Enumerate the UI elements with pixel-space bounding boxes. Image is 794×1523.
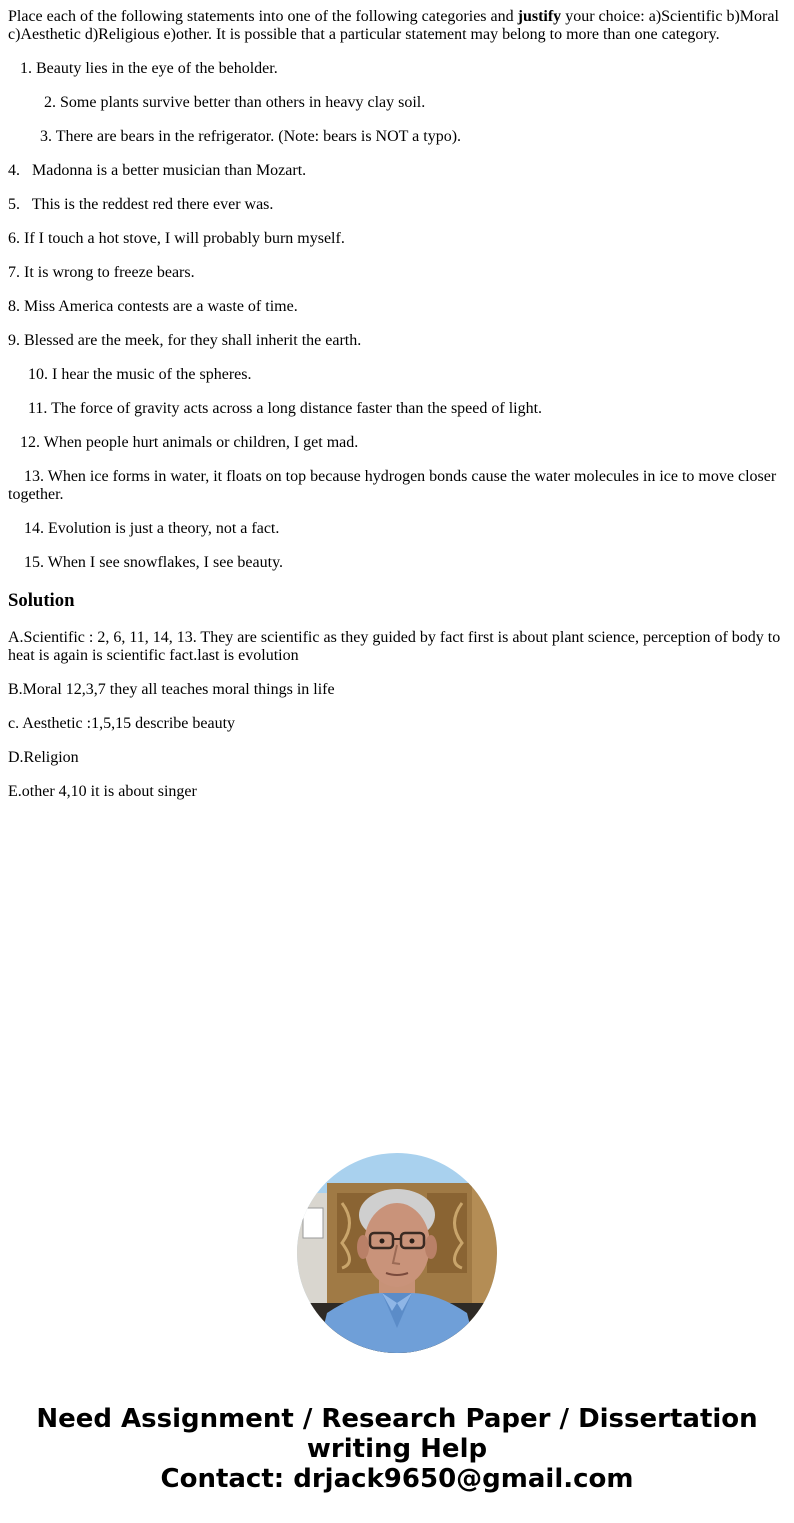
statement-12: 12. When people hurt animals or children, I get mad.	[8, 434, 359, 451]
contact-email: Contact: drjack9650@gmail.com	[160, 1464, 634, 1494]
answer-aesthetic: c. Aesthetic :1,5,15 describe beauty	[8, 715, 236, 732]
statement-10: 10. I hear the music of the spheres.	[8, 366, 252, 383]
solution-heading: Solution	[8, 590, 75, 611]
portrait-photo-icon	[297, 1153, 497, 1353]
answer-moral: B.Moral 12,3,7 they all teaches moral things in life	[8, 681, 335, 698]
statement-5: 5. This is the reddest red there ever was.	[8, 196, 274, 213]
statement-2: 2. Some plants survive better than others in heavy clay soil.	[8, 94, 426, 111]
statement-14: 14. Evolution is just a theory, not a fact.	[8, 520, 280, 537]
intro-text-end: your choice: a)Scientific b)Moral c)Aesthetic d)Religious e)other. It is possible that a particular statement may belong to more than one category.	[8, 8, 779, 43]
statement-3: 3. There are bears in the refrigerator. (Note: bears is NOT a typo).	[8, 128, 462, 145]
statement-6: 6. If I touch a hot stove, I will probably burn myself.	[8, 230, 345, 247]
answer-other: E.other 4,10 it is about singer	[8, 783, 197, 800]
contact-banner	[0, 1404, 794, 1494]
statement-13: 13. When ice forms in water, it floats on top because hydrogen bonds cause the water molecules in ice to move closer together.	[8, 468, 781, 503]
statement-4: 4. Madonna is a better musician than Mozart.	[8, 162, 307, 179]
question-intro	[8, 8, 786, 44]
statement-7: 7. It is wrong to freeze bears.	[8, 264, 195, 281]
statement-8: 8. Miss America contests are a waste of time.	[8, 298, 298, 315]
intro-bold-word: justify	[517, 8, 562, 25]
intro-text-start: Place each of the following statements into one of the following categories and	[8, 8, 518, 25]
statement-1: 1. Beauty lies in the eye of the beholder.	[8, 60, 278, 77]
banner-line-1: Need Assignment / Research Paper / Dissertation	[36, 1404, 758, 1434]
statement-11: 11. The force of gravity acts across a long distance faster than the speed of light.	[8, 400, 543, 417]
statement-15: 15. When I see snowflakes, I see beauty.	[8, 554, 284, 571]
document-body	[8, 8, 786, 817]
statement-9: 9. Blessed are the meek, for they shall inherit the earth.	[8, 332, 362, 349]
banner-line-2: writing Help	[306, 1434, 488, 1464]
answer-scientific: A.Scientific : 2, 6, 11, 14, 13. They are scientific as they guided by fact first is about plant science, perception of body to heat is again is scientific fact.last is evolution	[8, 629, 781, 664]
answer-religion: D.Religion	[8, 749, 79, 766]
author-avatar	[297, 1153, 497, 1353]
